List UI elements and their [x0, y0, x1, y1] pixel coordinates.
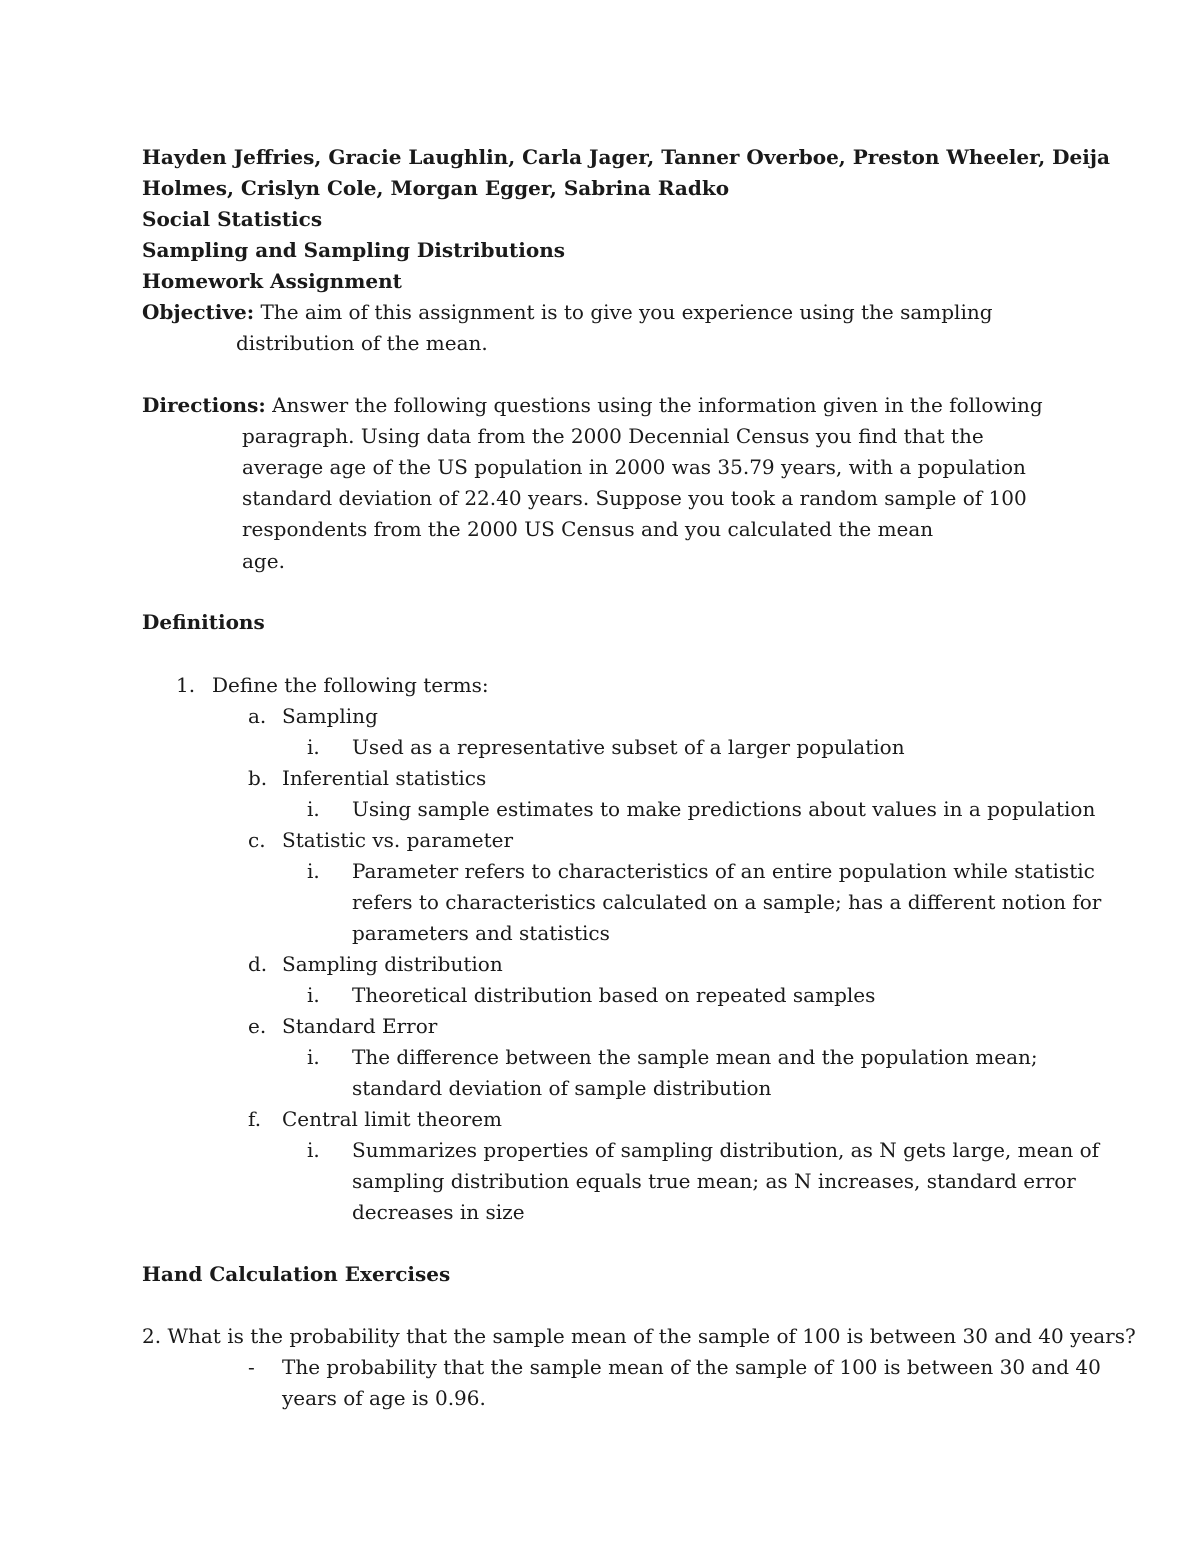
term-marker-d: d. [248, 952, 268, 976]
answer-central-limit-theorem-2: sampling distribution equals true mean; as N increases, standard error [352, 1169, 1076, 1193]
answer-marker-a: i. [307, 735, 320, 759]
directions-line-2: paragraph. Using data from the 2000 Decennial Census you find that the [242, 424, 984, 448]
topic-title: Sampling and Sampling Distributions [142, 238, 565, 262]
term-marker-a: a. [248, 704, 267, 728]
answer-sampling-distribution: Theoretical distribution based on repeated samples [352, 983, 876, 1007]
assignment-title: Homework Assignment [142, 269, 402, 293]
answer-sampling: Used as a representative subset of a larger population [352, 735, 905, 759]
answer-central-limit-theorem-1: Summarizes properties of sampling distribution, as N gets large, mean of [352, 1138, 1100, 1162]
definitions-heading: Definitions [142, 610, 265, 634]
q1-marker: 1. [176, 673, 196, 697]
q1-text: Define the following terms: [212, 673, 489, 697]
objective-text-1: The aim of this assignment is to give you experience using the sampling [254, 300, 993, 324]
answer-2-bullet: - [248, 1355, 255, 1379]
answer-marker-c: i. [307, 859, 320, 883]
term-marker-e: e. [248, 1014, 267, 1038]
directions-line-5: respondents from the 2000 US Census and you calculated the mean [242, 517, 934, 541]
term-standard-error: Standard Error [282, 1014, 438, 1038]
answer-statistic-vs-parameter-2: refers to characteristics calculated on a sample; has a different notion for [352, 890, 1102, 914]
term-inferential-statistics: Inferential statistics [282, 766, 487, 790]
term-marker-b: b. [248, 766, 268, 790]
course-title: Social Statistics [142, 207, 323, 231]
term-central-limit-theorem: Central limit theorem [282, 1107, 502, 1131]
directions-line-1 [142, 390, 1043, 421]
authors-line-2: Holmes, Crislyn Cole, Morgan Egger, Sabrina Radko [142, 176, 730, 200]
term-marker-f: f. [248, 1107, 262, 1131]
answer-statistic-vs-parameter-1: Parameter refers to characteristics of an entire population while statistic [352, 859, 1095, 883]
answer-statistic-vs-parameter-3: parameters and statistics [352, 921, 610, 945]
answer-standard-error-1: The difference between the sample mean and the population mean; [352, 1045, 1038, 1069]
term-sampling-distribution: Sampling distribution [282, 952, 503, 976]
directions-text-1: Answer the following questions using the information given in the following [265, 393, 1043, 417]
objective-line-2: distribution of the mean. [236, 331, 488, 355]
directions-line-6: age. [242, 549, 285, 573]
directions-line-4: standard deviation of 22.40 years. Suppose you took a random sample of 100 [242, 486, 1027, 510]
directions-line-3: average age of the US population in 2000 was 35.79 years, with a population [242, 455, 1026, 479]
hand-calc-heading: Hand Calculation Exercises [142, 1262, 451, 1286]
objective-label: Objective: [142, 300, 255, 324]
directions-label: Directions: [142, 393, 266, 417]
term-sampling: Sampling [282, 704, 378, 728]
answer-inferential-statistics: Using sample estimates to make predictions about values in a population [352, 797, 1096, 821]
answer-marker-b: i. [307, 797, 320, 821]
answer-marker-e: i. [307, 1045, 320, 1069]
objective-line-1 [142, 297, 993, 328]
answer-2-line-2: years of age is 0.96. [282, 1386, 486, 1410]
term-statistic-vs-parameter: Statistic vs. parameter [282, 828, 514, 852]
question-2: 2. What is the probability that the sample mean of the sample of 100 is between 30 and 40 years? [142, 1324, 1136, 1348]
answer-marker-f: i. [307, 1138, 320, 1162]
answer-standard-error-2: standard deviation of sample distribution [352, 1076, 772, 1100]
term-marker-c: c. [248, 828, 266, 852]
answer-marker-d: i. [307, 983, 320, 1007]
answer-2-line-1: The probability that the sample mean of the sample of 100 is between 30 and 40 [282, 1355, 1101, 1379]
authors-line-1: Hayden Jeffries, Gracie Laughlin, Carla Jager, Tanner Overboe, Preston Wheeler, Deija [142, 145, 1110, 169]
answer-central-limit-theorem-3: decreases in size [352, 1200, 525, 1224]
